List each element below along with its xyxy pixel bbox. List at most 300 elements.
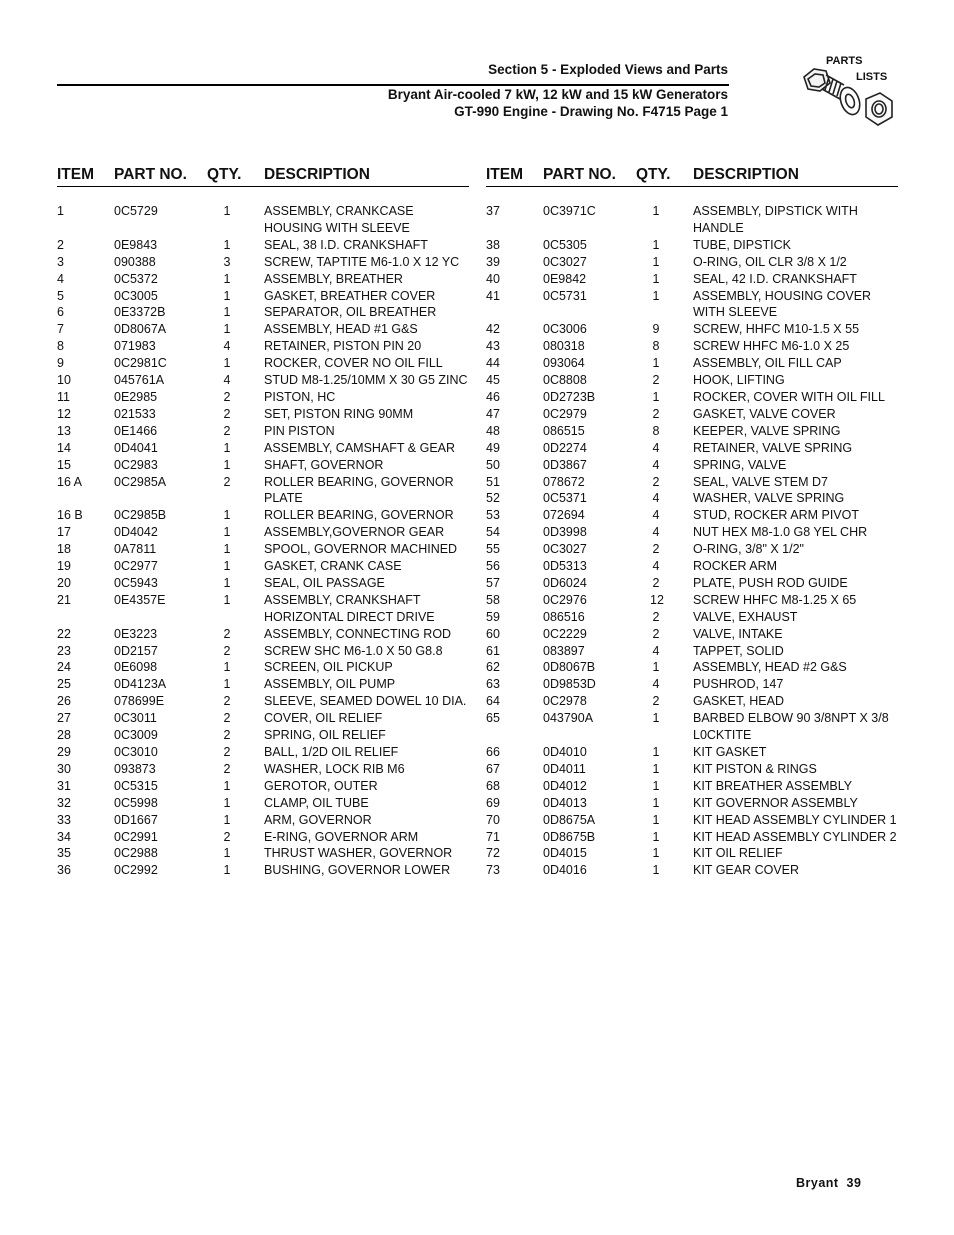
row-description: ASSEMBLY, CAMSHAFT & GEAR [264,440,456,455]
table-row [57,659,469,676]
row-item-number: 54 [486,525,500,540]
row-description: SPRING, VALVE [693,457,787,472]
row-description: KIT OIL RELIEF [693,846,783,861]
row-item-number: 43 [486,339,500,354]
row-item-number: 64 [486,694,500,709]
row-quantity: 1 [223,508,231,523]
row-quantity: 1 [652,863,660,878]
row-part-number: 0D8675B [543,829,596,844]
row-item-number: 37 [486,204,500,218]
row-description: CLAMP, OIL TUBE [264,795,369,810]
table-row [57,829,469,846]
row-part-number: 0E4357E [114,592,166,607]
row-quantity: 1 [223,440,231,455]
row-description: ROCKER ARM [693,559,778,574]
table-row [486,761,898,778]
row-item-number: 32 [57,795,71,810]
row-description: ROCKER, COVER WITH OIL FILL [693,389,885,404]
table-row [486,812,898,829]
row-description: WASHER, VALVE SPRING [693,491,845,506]
document-subtitle: Bryant Air-cooled 7 kW, 12 kW and 15 kW Generators [387,87,728,102]
row-quantity: 1 [652,745,660,759]
row-description: SCREW HHFC M6-1.0 X 25 [693,339,850,354]
table-row [486,575,898,592]
footer-brand: Bryant [796,1176,839,1190]
table-header [57,166,469,187]
row-item-number: 57 [486,575,500,590]
row-item-number: 69 [486,795,500,810]
row-item-number: 38 [486,237,500,252]
row-quantity: 1 [223,812,231,827]
row-description: SEAL, 42 I.D. CRANKSHAFT [693,271,857,286]
row-quantity: 1 [223,677,231,692]
row-item-number: 56 [486,559,500,574]
parts-table-left [57,166,469,879]
table-row [57,676,469,693]
row-description: KIT BREATHER ASSEMBLY [693,778,853,793]
row-part-number: 0C5372 [114,271,158,286]
row-part-number: 0C5305 [543,237,587,252]
row-description: BARBED ELBOW 90 3/8NPT X 3/8 L0CKTITE [693,711,889,743]
table-row [486,829,898,846]
row-quantity: 1 [223,575,231,590]
row-description: ASSEMBLY, BREATHER [264,271,403,286]
row-item-number: 53 [486,508,500,523]
row-item-number: 12 [57,406,71,421]
row-item-number: 72 [486,846,500,861]
header-item: ITEM [486,166,524,183]
table-row [57,474,469,508]
row-quantity: 4 [652,440,660,455]
row-part-number: 0D2274 [543,440,587,455]
row-item-number: 63 [486,677,500,692]
row-part-number: 0D9853D [543,677,596,692]
row-description: SPRING, OIL RELIEF [264,728,386,743]
row-part-number: 043790A [543,711,594,726]
row-quantity: 2 [223,728,231,743]
row-quantity: 2 [223,389,231,404]
table-row [57,237,469,254]
table-row [486,795,898,812]
header-description: DESCRIPTION [264,166,370,183]
row-item-number: 25 [57,677,71,692]
row-item-number: 44 [486,356,500,371]
badge-parts-label: PARTS [826,55,863,67]
table-row [486,406,898,423]
row-description: ASSEMBLY, DIPSTICK WITH HANDLE [693,204,858,235]
row-part-number: 080318 [543,339,585,354]
table-row [486,389,898,406]
row-item-number: 7 [57,322,64,337]
row-item-number: 8 [57,339,64,354]
row-description: PLATE, PUSH ROD GUIDE [693,575,848,590]
row-description: NUT HEX M8-1.0 G8 YEL CHR [693,525,868,540]
row-description: KEEPER, VALVE SPRING [693,423,841,438]
row-part-number: 0D4011 [543,761,586,776]
row-description: ROCKER, COVER NO OIL FILL [264,356,443,371]
header-description: DESCRIPTION [693,166,799,183]
row-item-number: 19 [57,559,71,574]
row-part-number: 0C5731 [543,288,587,303]
row-part-number: 093873 [114,761,156,776]
table-row [57,643,469,660]
row-part-number: 0C2985A [114,474,167,489]
table-row [486,457,898,474]
table-row [486,355,898,372]
header-part-no: PART NO. [543,166,616,183]
row-quantity: 12 [650,592,664,607]
table-row [57,524,469,541]
row-part-number: 0C2979 [543,406,587,421]
row-description: GASKET, HEAD [693,694,784,709]
row-quantity: 4 [652,677,660,692]
table-row [57,254,469,271]
table-body [57,203,469,879]
row-item-number: 30 [57,761,71,776]
row-item-number: 68 [486,778,500,793]
row-quantity: 1 [652,254,660,269]
table-row [486,710,898,744]
row-quantity: 4 [223,339,231,354]
row-quantity: 1 [223,237,231,252]
row-item-number: 21 [57,592,71,607]
row-description: ASSEMBLY, CRANKCASE HOUSING WITH SLEEVE [264,204,414,235]
row-description: GASKET, BREATHER COVER [264,288,436,303]
row-quantity: 1 [223,795,231,810]
row-quantity: 2 [652,406,660,421]
row-part-number: 071983 [114,339,156,354]
row-description: ASSEMBLY, CRANKSHAFT HORIZONTAL DIRECT DRIVE [264,592,435,624]
row-item-number: 36 [57,863,71,878]
row-description: THRUST WASHER, GOVERNOR [264,846,453,861]
row-quantity: 1 [223,305,231,320]
row-quantity: 1 [223,525,231,540]
row-item-number: 39 [486,254,500,269]
row-item-number: 46 [486,389,500,404]
table-row [486,592,898,609]
row-item-number: 3 [57,254,64,269]
row-quantity: 3 [223,254,231,269]
row-description: ARM, GOVERNOR [264,812,372,827]
row-part-number: 0D4012 [543,778,587,793]
row-quantity: 2 [652,474,660,489]
row-quantity: 1 [652,846,660,861]
row-item-number: 66 [486,745,500,759]
row-part-number: 086516 [543,609,585,624]
row-quantity: 2 [223,829,231,844]
table-row [486,609,898,626]
row-quantity: 2 [223,423,231,438]
row-part-number: 0C3027 [543,542,587,557]
table-row [57,761,469,778]
row-quantity: 2 [652,609,660,624]
row-item-number: 2 [57,237,64,252]
table-row [57,575,469,592]
row-item-number: 6 [57,305,64,320]
row-quantity: 1 [223,457,231,472]
row-part-number: 0C3010 [114,745,158,759]
table-row [57,288,469,305]
row-part-number: 0C2991 [114,829,158,844]
row-description: E-RING, GOVERNOR ARM [264,829,419,844]
row-item-number: 14 [57,440,71,455]
row-description: KIT GEAR COVER [693,863,800,878]
row-part-number: 0C3005 [114,288,158,303]
row-quantity: 1 [652,829,660,844]
row-description: TUBE, DIPSTICK [693,237,791,252]
row-part-number: 0E3372B [114,305,166,320]
row-item-number: 16 B [57,508,83,523]
drawing-reference: GT-990 Engine - Drawing No. F4715 Page 1 [454,104,728,119]
row-description: PUSHROD, 147 [693,677,784,692]
row-quantity: 1 [652,237,660,252]
row-quantity: 2 [652,373,660,388]
row-quantity: 1 [652,778,660,793]
row-part-number: 0E1466 [114,423,158,438]
section-title: Section 5 - Exploded Views and Parts [488,62,728,77]
row-part-number: 0C3971C [543,204,596,218]
table-row [486,676,898,693]
row-description: SEPARATOR, OIL BREATHER [264,305,437,320]
table-row [57,271,469,288]
row-quantity: 9 [652,322,660,337]
row-description: ASSEMBLY, HOUSING COVER WITH SLEEVE [693,288,872,320]
table-row [57,558,469,575]
row-item-number: 67 [486,761,500,776]
table-row [486,541,898,558]
table-row [57,423,469,440]
row-quantity: 1 [652,288,660,303]
row-quantity: 2 [223,745,231,759]
row-description: ASSEMBLY, HEAD #1 G&S [264,322,418,337]
table-row [57,592,469,626]
row-description: SEAL, 38 I.D. CRANKSHAFT [264,237,428,252]
row-item-number: 13 [57,423,71,438]
table-row [486,288,898,322]
row-item-number: 28 [57,728,71,743]
row-quantity: 2 [652,575,660,590]
table-row [57,710,469,727]
row-description: ROLLER BEARING, GOVERNOR [264,508,454,523]
row-description: SCREEN, OIL PICKUP [264,660,393,675]
row-description: GEROTOR, OUTER [264,778,378,793]
table-header [486,166,898,187]
row-part-number: 0C2985B [114,508,167,523]
row-part-number: 0D4042 [114,525,158,540]
table-row [57,203,469,237]
row-part-number: 0C3027 [543,254,587,269]
row-part-number: 0D6024 [543,575,587,590]
row-quantity: 2 [223,711,231,726]
table-row [486,558,898,575]
row-quantity: 1 [652,389,660,404]
row-quantity: 2 [652,694,660,709]
row-part-number: 0D4010 [543,745,587,759]
table-row [486,659,898,676]
row-part-number: 0C2229 [543,626,587,641]
row-part-number: 0D4016 [543,863,587,878]
table-row [57,693,469,710]
badge-lists-label: LISTS [856,71,888,83]
row-item-number: 15 [57,457,71,472]
header-qty: QTY. [207,166,242,183]
table-row [486,524,898,541]
table-row [57,389,469,406]
table-row [57,845,469,862]
table-body [486,203,898,879]
row-part-number: 0C2976 [543,592,587,607]
row-part-number: 078699E [114,694,165,709]
row-quantity: 1 [223,288,231,303]
row-quantity: 1 [652,795,660,810]
table-row [57,862,469,879]
row-quantity: 1 [652,204,660,218]
row-part-number: 0D4041 [114,440,158,455]
row-part-number: 0E9842 [543,271,587,286]
row-part-number: 086515 [543,423,585,438]
row-quantity: 1 [652,812,660,827]
row-part-number: 0D4123A [114,677,167,692]
row-item-number: 18 [57,542,71,557]
table-row [57,812,469,829]
row-part-number: 0C3006 [543,322,587,337]
table-row [57,795,469,812]
row-part-number: 072694 [543,508,585,523]
row-item-number: 11 [57,389,70,404]
row-part-number: 0D3998 [543,525,587,540]
row-part-number: 0C8808 [543,373,587,388]
table-row [57,727,469,744]
table-row [57,440,469,457]
table-row [57,744,469,761]
row-part-number: 0C5315 [114,778,158,793]
row-part-number: 0C2992 [114,863,158,878]
row-item-number: 71 [486,829,500,844]
row-description: ROLLER BEARING, GOVERNOR PLATE [264,474,454,506]
row-item-number: 50 [486,457,500,472]
row-quantity: 2 [652,626,660,641]
row-description: STUD, ROCKER ARM PIVOT [693,508,859,523]
row-item-number: 70 [486,812,500,827]
row-part-number: 0C5371 [543,491,587,506]
row-description: SCREW HHFC M8-1.25 X 65 [693,592,857,607]
row-description: ASSEMBLY, OIL PUMP [264,677,396,692]
row-quantity: 2 [652,542,660,557]
row-description: RETAINER, VALVE SPRING [693,440,853,455]
header-part-no: PART NO. [114,166,187,183]
table-row [57,626,469,643]
row-item-number: 31 [57,778,71,793]
row-item-number: 35 [57,846,71,861]
table-row [486,490,898,507]
row-quantity: 4 [652,643,660,658]
row-quantity: 4 [652,508,660,523]
row-part-number: 090388 [114,254,156,269]
row-description: GASKET, CRANK CASE [264,559,402,574]
row-item-number: 22 [57,626,71,641]
row-quantity: 1 [223,559,231,574]
table-row [486,474,898,491]
row-description: KIT PISTON & RINGS [693,761,817,776]
row-part-number: 0D8675A [543,812,596,827]
row-description: SCREW, HHFC M10-1.5 X 55 [693,322,860,337]
row-description: WASHER, LOCK RIB M6 [264,761,405,776]
row-part-number: 0C2988 [114,846,158,861]
row-item-number: 23 [57,643,71,658]
row-quantity: 4 [223,373,231,388]
row-quantity: 2 [223,694,231,709]
row-description: SCREW SHC M6-1.0 X 50 G8.8 [264,643,443,658]
row-item-number: 9 [57,356,64,371]
row-quantity: 4 [652,491,660,506]
row-description: BALL, 1/2D OIL RELIEF [264,745,399,759]
row-part-number: 0D4015 [543,846,587,861]
table-row [486,338,898,355]
table-row [486,643,898,660]
row-item-number: 29 [57,745,71,759]
row-description: SPOOL, GOVERNOR MACHINED [264,542,458,557]
row-quantity: 1 [652,761,660,776]
table-row [57,406,469,423]
row-quantity: 2 [223,406,231,421]
page-footer [796,1176,861,1190]
row-description: KIT GASKET [693,745,767,759]
row-item-number: 17 [57,525,71,540]
row-description: ASSEMBLY, OIL FILL CAP [693,356,842,371]
table-row [486,778,898,795]
table-row [57,321,469,338]
row-part-number: 0C3011 [114,711,157,726]
table-row [57,304,469,321]
row-item-number: 62 [486,660,500,675]
table-row [57,338,469,355]
row-item-number: 60 [486,626,500,641]
row-quantity: 1 [223,204,231,218]
row-description: SCREW, TAPTITE M6-1.0 X 12 YC [264,254,460,269]
row-item-number: 45 [486,373,500,388]
row-item-number: 4 [57,271,64,286]
page-number: 39 [846,1176,862,1190]
row-item-number: 41 [486,288,500,303]
row-description: BUSHING, GOVERNOR LOWER [264,863,451,878]
table-row [57,778,469,795]
header-qty: QTY. [636,166,671,183]
row-item-number: 58 [486,592,500,607]
row-part-number: 093064 [543,356,585,371]
row-part-number: 0D2723B [543,389,596,404]
row-item-number: 16 A [57,474,83,489]
row-item-number: 20 [57,575,71,590]
row-item-number: 34 [57,829,71,844]
table-row [486,507,898,524]
row-description: SHAFT, GOVERNOR [264,457,384,472]
row-part-number: 0D1667 [114,812,158,827]
parts-table-right [486,166,898,879]
row-item-number: 26 [57,694,71,709]
row-description: SEAL, VALVE STEM D7 [693,474,829,489]
row-part-number: 0D4013 [543,795,587,810]
row-item-number: 5 [57,288,64,303]
row-description: KIT GOVERNOR ASSEMBLY [693,795,858,810]
table-row [57,457,469,474]
row-description: ASSEMBLY,GOVERNOR GEAR [264,525,445,540]
row-item-number: 49 [486,440,500,455]
row-quantity: 8 [652,423,660,438]
row-description: ASSEMBLY, CONNECTING ROD [264,626,452,641]
table-row [486,862,898,879]
row-description: ASSEMBLY, HEAD #2 G&S [693,660,847,675]
row-part-number: 0E3223 [114,626,158,641]
